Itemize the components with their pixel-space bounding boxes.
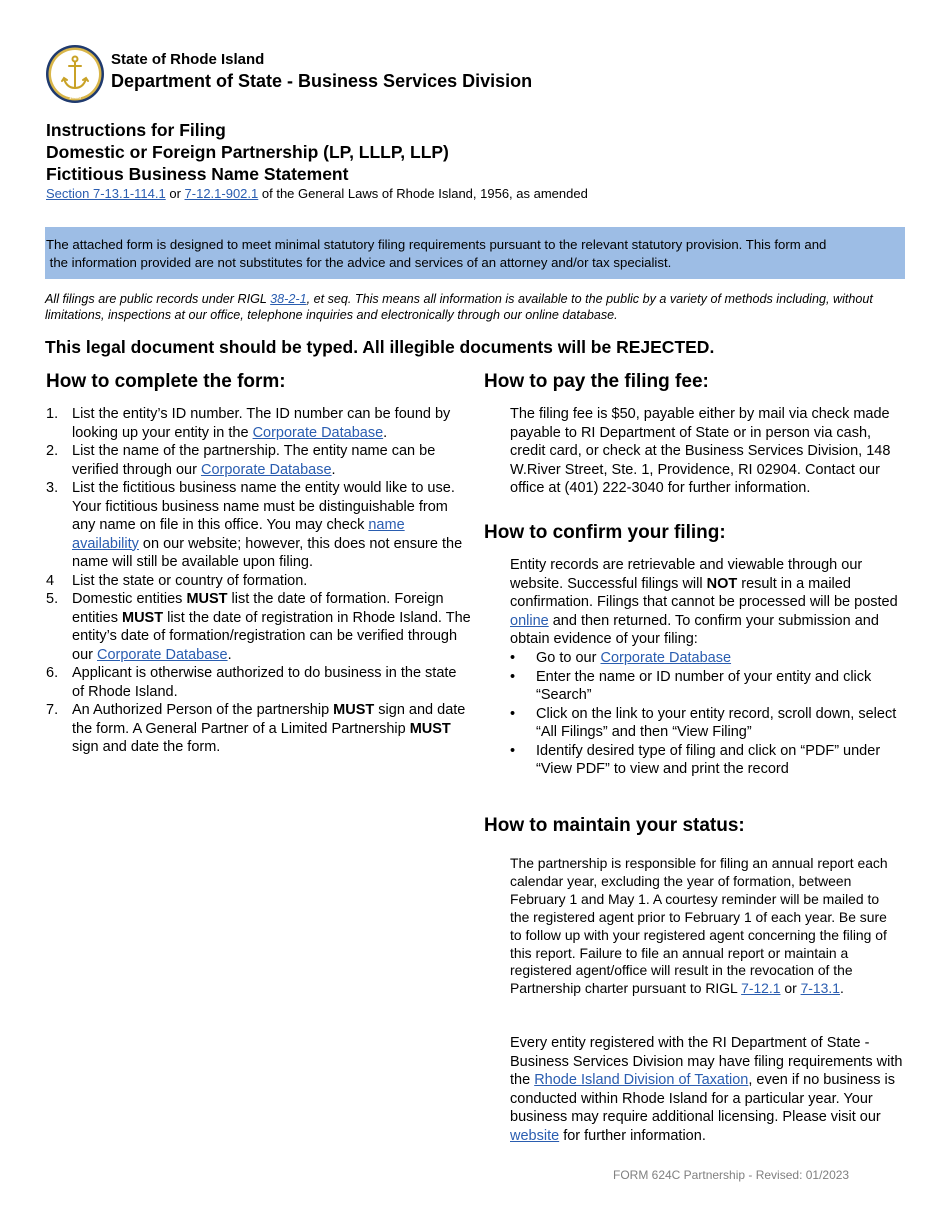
step-number: 1. — [46, 406, 59, 422]
seal-year: 1636 — [68, 95, 82, 101]
confirm-text-c: and then returned. To confirm your submission and obtain evidence of your filing: — [510, 612, 879, 647]
state-seal-logo — [45, 44, 105, 104]
must-emphasis: MUST — [121, 609, 164, 626]
list-item — [46, 572, 471, 591]
statute-link-7-12-1-902-1[interactable]: 7-12.1-902.1 — [184, 186, 259, 201]
document-title — [46, 119, 449, 185]
not-emphasis: NOT — [706, 575, 738, 592]
taxation-paragraph — [510, 1034, 905, 1145]
step-end: . — [227, 646, 232, 663]
state-name: State of Rhode Island — [111, 51, 265, 68]
disclaimer-banner — [45, 227, 905, 279]
corporate-database-link[interactable]: Corporate Database — [200, 461, 332, 478]
title-line-2: Domestic or Foreign Partnership (LP, LLLP, LLP) — [46, 142, 449, 162]
statute-link-7-13-1-114-1[interactable]: Section 7-13.1-114.1 — [46, 186, 166, 201]
step-text: List the state or country of formation. — [72, 572, 308, 589]
name-availability-link[interactable]: name availability — [72, 517, 405, 552]
step-number: 4 — [46, 572, 55, 589]
step-text: list the date of formation. Foreign entities — [72, 591, 444, 626]
step-number: 2. — [46, 443, 59, 459]
list-item — [46, 479, 471, 572]
list-item — [46, 590, 471, 664]
bullet-text: Identify desired type of filing and click on “PDF” under “View PDF” to view and print the record — [536, 742, 881, 777]
tax-text-a: Every entity registered with the RI Department of State - Business Services Division may have filing requirements with the — [510, 1035, 903, 1088]
maintain-end: . — [839, 980, 844, 997]
disclaimer-line-2: the information provided are not substitutes for the advice and services of an attorney and/or tax specialist. — [46, 254, 672, 270]
list-item — [46, 664, 471, 701]
must-emphasis: MUST — [333, 702, 375, 718]
step-text: on our website; however, this does not ensure the name will still be available upon filing. — [72, 535, 463, 570]
public-records-pre: All filings are public records under RIGL — [45, 292, 271, 306]
must-emphasis: MUST — [409, 720, 451, 737]
confirm-paragraph — [510, 556, 900, 649]
public-records-notice — [45, 291, 905, 323]
step-text: Applicant is otherwise authorized to do business in the state of Rhode Island. — [72, 665, 457, 700]
pay-fee-heading: How to pay the filing fee: — [484, 371, 709, 392]
fee-paragraph: The filing fee is $50, payable either by mail via check made payable to RI Department of State or in person via cash, credit card, or check at the Business Services Division, 148 W.River Street, Ste. 1, Providence, RI 02904. Contact our office at (401) 222-3040 for further information. — [510, 406, 891, 496]
bullet-text: Click on the link to your entity record, scroll down, select “All Filings” and then “View Filing” — [536, 705, 897, 740]
statute-rest: of the General Laws of Rhode Island, 1956, as amended — [258, 186, 588, 201]
confirm-steps-list — [510, 649, 910, 779]
step-text: sign and date the form. — [72, 739, 221, 755]
title-line-3: Fictitious Business Name Statement — [46, 164, 349, 184]
maintain-status-heading: How to maintain your status: — [484, 815, 745, 836]
must-emphasis: MUST — [186, 591, 228, 607]
list-item — [510, 649, 910, 668]
step-end: . — [383, 424, 388, 441]
form-revision-footer: FORM 624C Partnership - Revised: 01/2023 — [613, 1168, 850, 1182]
title-line-1: Instructions for Filing — [46, 120, 226, 140]
step-text: Domestic entities — [72, 591, 187, 607]
maintain-text: The partnership is responsible for filing an annual report each calendar year, excluding the year of formation, between February 1 and May 1. A courtesy reminder will be mailed to the registered agent prior to February 1 of each year. Be sure to follow up with your registered agent concerning the filing of this report. Failure to file an annual report or maintain a registered agent/office will result in the revocation of the Partnership charter pursuant to RIGL — [510, 855, 888, 997]
website-link[interactable]: website — [510, 1127, 560, 1144]
bullet: • — [510, 705, 516, 722]
confirm-filing-heading: How to confirm your filing: — [484, 522, 726, 543]
bullet-text: Go to our — [536, 650, 601, 666]
maintain-paragraph — [510, 855, 900, 998]
list-item — [46, 442, 471, 479]
maintain-or: or — [780, 980, 801, 997]
statute-reference — [46, 186, 588, 201]
list-item — [510, 705, 910, 742]
confirm-text-a: Entity records are retrievable and viewable through our website. Successful filings will — [510, 557, 863, 592]
bullet: • — [510, 668, 516, 685]
department-name: Department of State - Business Services Division — [111, 71, 533, 91]
complete-form-heading: How to complete the form: — [46, 371, 286, 392]
step-text: List the name of the partnership. The entity name can be verified through our — [72, 443, 436, 478]
list-item — [510, 668, 910, 705]
division-of-taxation-link[interactable]: Rhode Island Division of Taxation — [534, 1072, 749, 1088]
step-number: 6. — [46, 665, 59, 681]
online-link[interactable]: online — [510, 612, 549, 629]
rigl-38-2-1-link[interactable]: 38-2-1 — [270, 292, 307, 306]
public-records-post: , et seq. This means all information is available to the public by a variety of methods including, without limitations, inspections at our office, telephone inquiries and electronically through our online database. — [45, 292, 873, 322]
completion-steps-list — [46, 405, 471, 757]
step-number: 7. — [46, 702, 59, 718]
rigl-7-13-1-link[interactable]: 7-13.1 — [800, 980, 840, 997]
rigl-7-12-1-link[interactable]: 7-12.1 — [741, 980, 781, 997]
statute-or: or — [165, 186, 185, 201]
corporate-database-link[interactable]: Corporate Database — [600, 650, 732, 666]
bullet: • — [510, 742, 516, 759]
list-item — [46, 405, 471, 442]
list-item — [510, 742, 910, 779]
corporate-database-link[interactable]: Corporate Database — [97, 646, 228, 663]
disclaimer-line-1: The attached form is designed to meet minimal statutory filing requirements pursuant to the relevant statutory provision. This form and — [46, 237, 827, 252]
list-item — [46, 701, 471, 757]
bullet-text: Enter the name or ID number of your entity and click “Search” — [536, 668, 872, 703]
step-number: 3. — [46, 480, 59, 496]
step-text: An Authorized Person of the partnership — [72, 702, 334, 718]
step-text: sign and date the form. A General Partner of a Limited Partnership — [72, 702, 466, 737]
step-text: List the fictitious business name the entity would like to use. Your fictitious business name must be distinguishable from any name on file in this office. You may check — [72, 480, 455, 533]
tax-text-c: for further information. — [559, 1127, 706, 1144]
typed-document-notice: This legal document should be typed. All illegible documents will be REJECTED. — [45, 337, 715, 357]
confirm-text-b: result in a mailed confirmation. Filings that cannot be processed will be posted — [510, 575, 898, 610]
bullet: • — [510, 650, 516, 666]
tax-text-b: , even if no business is conducted within Rhode Island for a particular year. Your business may require additional licensing. Please visit our — [510, 1072, 896, 1125]
step-number: 5. — [46, 591, 59, 607]
step-text: list the date of registration in Rhode Island. The entity’s date of formation/registration can be verified through our — [72, 609, 471, 663]
step-text: List the entity’s ID number. The ID number can be found by looking up your entity in the — [72, 406, 451, 441]
corporate-database-link[interactable]: Corporate Database — [252, 424, 384, 441]
step-end: . — [331, 461, 336, 478]
